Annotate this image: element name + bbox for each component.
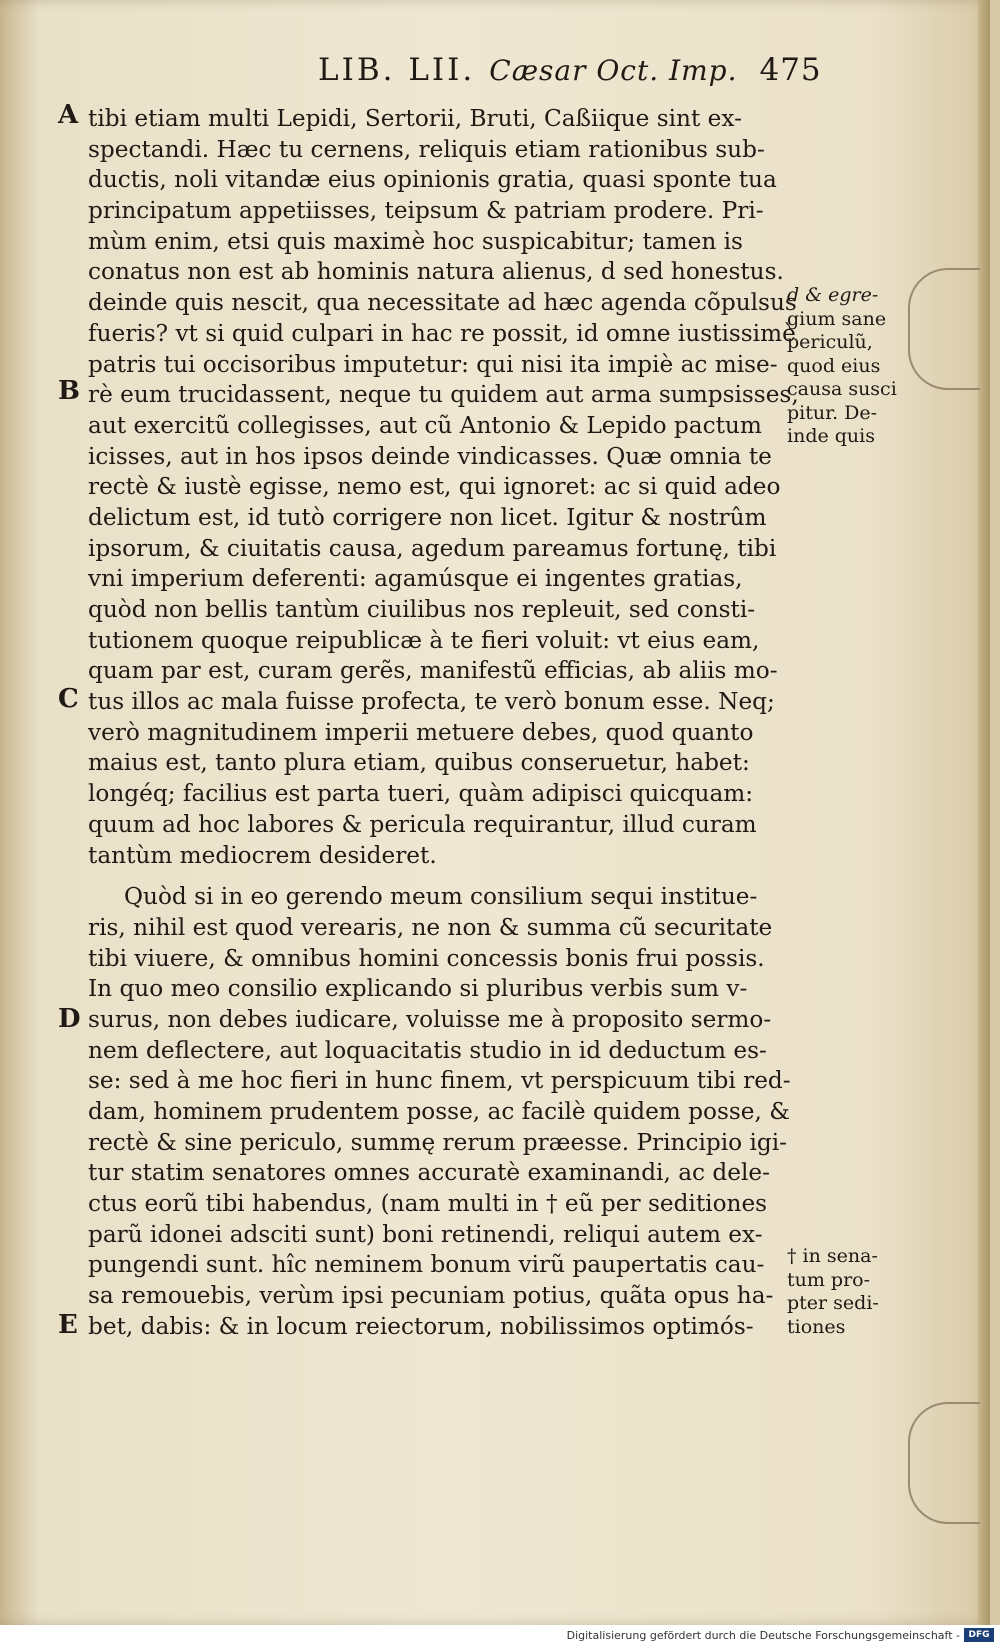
running-header xyxy=(318,52,822,88)
text-line: longéq; facilius est parta tueri, quàm adipisci quicquam: xyxy=(88,780,754,808)
text-line: tur statim senatores omnes accuratè examinandi, ac dele- xyxy=(88,1159,770,1187)
text-line: tibi viuere, & omnibus homini concessis bonis frui possis. xyxy=(88,944,765,972)
section-mark-e: E xyxy=(58,1310,78,1340)
text-line: verò magnitudinem imperii metuere debes, quod quanto xyxy=(88,718,754,746)
clasp-mark-lower xyxy=(908,1402,980,1524)
digitization-footer xyxy=(0,1625,1000,1646)
dfg-logo: DFG xyxy=(964,1628,994,1642)
text-line: nem deflectere, aut loquacitatis studio in id deductum es- xyxy=(88,1036,767,1064)
text-line: quam par est, curam gerẽs, manifestũ efficias, ab aliis mo- xyxy=(88,657,778,685)
margin-note-dagger xyxy=(787,1245,927,1339)
section-mark-a: A xyxy=(58,100,79,130)
margin-note-line: pitur. De- xyxy=(787,401,878,424)
margin-note-line: causa susci xyxy=(787,378,897,400)
text-line: rectè & iustè egisse, nemo est, qui ignoret: ac si quid adeo xyxy=(88,473,781,501)
text-line: deinde quis nescit, qua necessitate ad hæc agenda cõpulsus xyxy=(88,289,797,317)
book-number: LIB. LII. xyxy=(318,52,476,88)
margin-note-line: d & egre- xyxy=(787,284,879,306)
funding-credit: Digitalisierung gefördert durch die Deutsche Forschungsgemeinschaft - xyxy=(566,1629,960,1642)
text-line: sa remouebis, verùm ipsi pecuniam potius, quãta opus ha- xyxy=(88,1282,774,1310)
margin-note-line: inde quis xyxy=(787,425,875,447)
margin-note-line: † in sena- xyxy=(787,1245,878,1267)
page-edge xyxy=(978,0,990,1625)
text-line: bet, dabis: & in locum reiectorum, nobilissimos optimós- xyxy=(88,1312,754,1340)
margin-note-line: tiones xyxy=(787,1315,846,1338)
text-line: quum ad hoc labores & pericula requirantur, illud curam xyxy=(88,810,757,838)
text-line: tutionem quoque reipublicæ à te fieri voluit: vt eius eam, xyxy=(88,626,760,654)
text-line: principatum appetiisses, teipsum & patriam prodere. Pri- xyxy=(88,197,764,225)
text-line: patris tui occisoribus imputetur: qui nisi ita impiè ac mise- xyxy=(88,350,778,378)
margin-note-line: periculũ, xyxy=(787,331,873,353)
text-line: rectè & sine periculo, summę rerum præesse. Principio igi- xyxy=(88,1128,787,1156)
margin-note-line: pter sedi- xyxy=(787,1292,879,1314)
text-line: mùm enim, etsi quis maximè hoc suspicabitur; tamen is xyxy=(88,227,743,255)
text-line: spectandi. Hæc tu cernens, reliquis etiam rationibus sub- xyxy=(88,135,765,163)
text-line: dam, hominem prudentem posse, ac facilè quidem posse, & xyxy=(88,1098,790,1125)
margin-note-line: tum pro- xyxy=(787,1268,871,1291)
margin-note-line: gium sane xyxy=(787,307,887,330)
text-line: Quòd si in eo gerendo meum consilium sequi institue- xyxy=(124,883,758,911)
section-mark-b: B xyxy=(58,376,80,406)
text-line: vni imperium deferenti: agamúsque ei ingentes gratias, xyxy=(88,565,743,593)
clasp-mark-upper xyxy=(908,268,980,390)
text-line: maius est, tanto plura etiam, quibus conseruetur, habet: xyxy=(88,749,750,777)
text-line: parũ idonei adsciti sunt) boni retinendi, reliqui autem ex- xyxy=(88,1220,763,1248)
text-line: fueris? vt si quid culpari in hac re possit, id omne iustissimè xyxy=(88,319,796,347)
text-line: rè eum trucidassent, neque tu quidem aut arma sumpsisses, xyxy=(88,381,799,409)
body-text xyxy=(88,104,799,1343)
text-line: ctus eorũ tibi habendus, (nam multi in † eũ per seditiones xyxy=(88,1190,768,1218)
margin-note-line: quod eius xyxy=(787,354,881,377)
text-line: se: sed à me hoc fieri in hunc finem, vt perspicuum tibi red- xyxy=(88,1067,791,1095)
text-line: icisses, aut in hos ipsos deinde vindicasses. Quæ omnia te xyxy=(88,442,772,470)
text-line: ipsorum, & ciuitatis causa, agedum pareamus fortunę, tibi xyxy=(88,534,777,562)
text-line: quòd non bellis tantùm ciuilibus nos repleuit, sed consti- xyxy=(88,596,756,623)
section-mark-c: C xyxy=(58,684,79,714)
text-line: ductis, noli vitandæ eius opinionis gratia, quasi sponte tua xyxy=(88,166,777,194)
page-number: 475 xyxy=(759,52,822,88)
margin-note-d xyxy=(787,284,927,449)
paragraph-gap xyxy=(88,871,780,882)
text-line: conatus non est ab hominis natura alienus, d sed honestus. xyxy=(88,258,784,286)
text-line: ris, nihil est quod verearis, ne non & summa cũ securitate xyxy=(88,913,773,941)
text-line: aut exercitũ collegisses, aut cũ Antonio & Lepido pactum xyxy=(88,411,762,439)
text-line: tus illos ac mala fuisse profecta, te verò bonum esse. Neq; xyxy=(88,688,775,716)
running-title: Cæsar Oct. Imp. xyxy=(489,54,738,87)
text-line: delictum est, id tutò corrigere non licet. Igitur & nostrûm xyxy=(88,503,767,531)
text-line: In quo meo consilio explicando si pluribus verbis sum v- xyxy=(88,975,748,1003)
section-mark-d: D xyxy=(58,1004,81,1034)
text-line: surus, non debes iudicare, voluisse me à proposito sermo- xyxy=(88,1005,772,1033)
text-line: tantùm mediocrem desideret. xyxy=(88,841,437,869)
text-line: tibi etiam multi Lepidi, Sertorii, Bruti, Caßiique sint ex- xyxy=(88,105,742,132)
text-line: pungendi sunt. hîc neminem bonum virũ paupertatis cau- xyxy=(88,1251,765,1279)
